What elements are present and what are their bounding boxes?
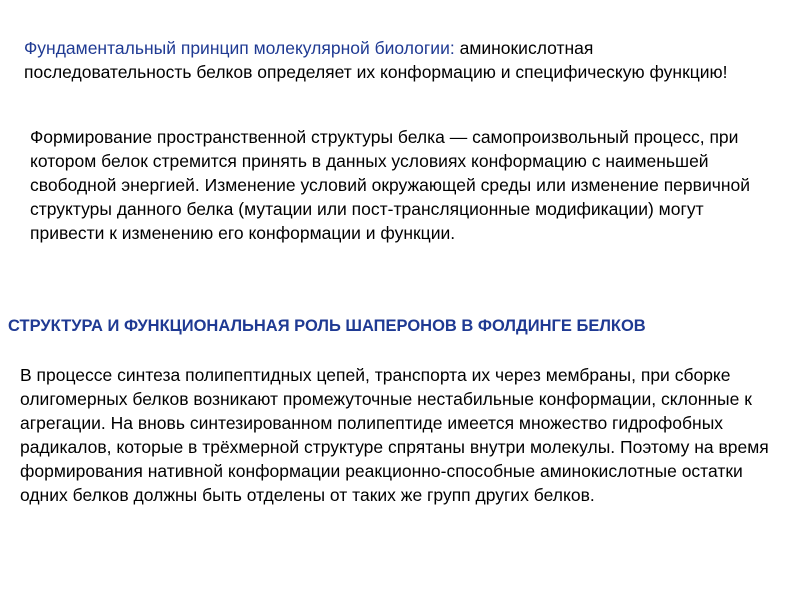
section-heading: СТРУКТУРА И ФУНКЦИОНАЛЬНАЯ РОЛЬ ШАПЕРОНОВ В ФОЛДИНГЕ БЕЛКОВ — [8, 317, 646, 335]
intro-text: аминокислотная последовательность белков определяет их конформацию и специфическую функцию! — [24, 38, 728, 82]
folding-paragraph: Формирование пространственной структуры белка — самопроизвольный процесс, при котором белок стремится принять в данных условиях конформацию с наименьшей свободной энергией. Изменение условий окружающей среды или изменение первичной структуры данного белка (мутации или пост-трансляционные модификации) могут привести к изменению его конформации и функции. — [30, 127, 751, 243]
intro-statement — [24, 36, 754, 84]
chaperone-paragraph: В процессе синтеза полипептидных цепей, транспорта их через мембраны, при сборке олигомерных белков возникают промежуточные нестабильные конформации, склонные к агрегации. На вновь синтезированном полипептиде имеется множество гидрофобных радикалов, которые в трёхмерной структуре спрятаны внутри молекулы. Поэтому на время формирования нативной конформации реакционно-способные аминокислотные остатки одних белков должны быть отделены от таких же групп других белков. — [20, 365, 769, 505]
intro-highlight: Фундаментальный принцип молекулярной биологии: — [24, 38, 455, 58]
